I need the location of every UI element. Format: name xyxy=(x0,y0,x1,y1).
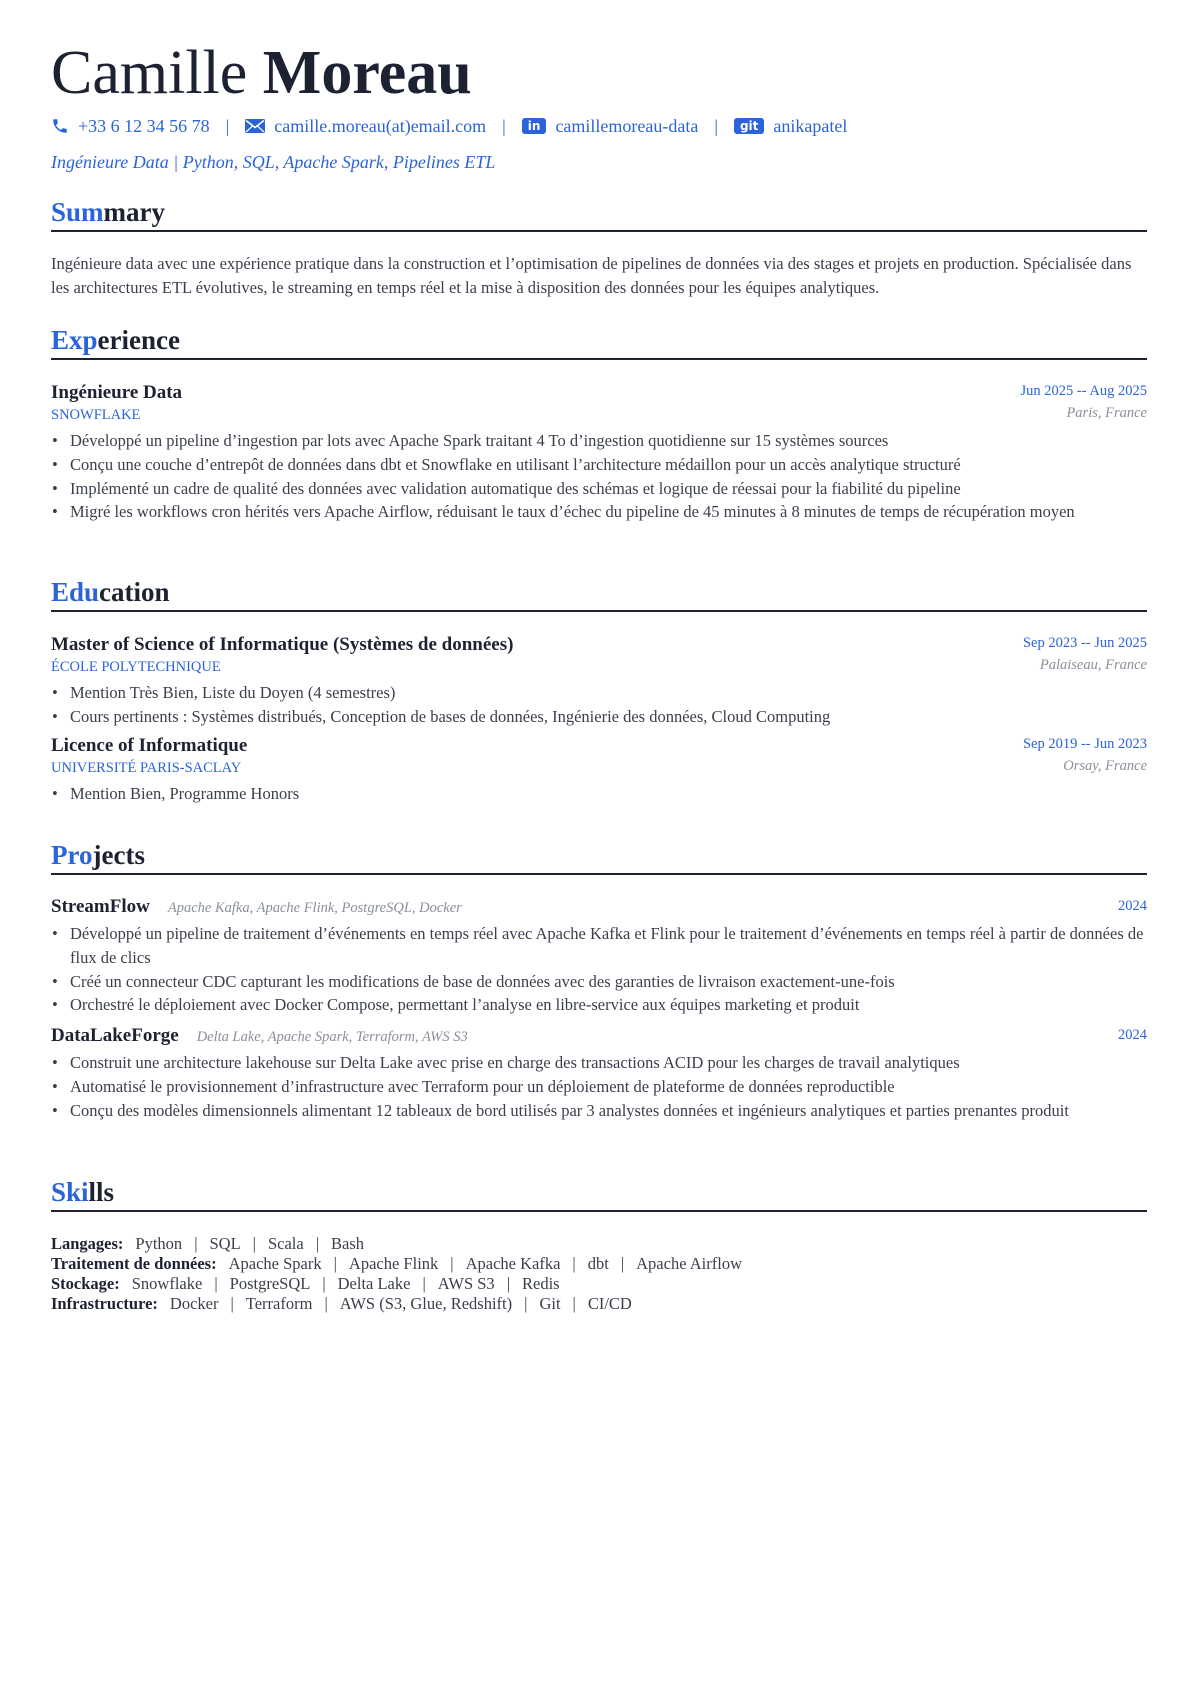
skill-item: AWS S3 xyxy=(437,1274,495,1293)
contact-bar xyxy=(51,114,847,138)
degree-title: Master of Science of Informatique (Systèmes de données) xyxy=(51,634,514,655)
education-entry xyxy=(51,633,1147,729)
bullet-item: • Mention Bien, Programme Honors xyxy=(51,782,1147,806)
contact-separator: | xyxy=(714,115,718,136)
bullet-item: • Cours pertinents : Systèmes distribués, Conception de bases de données, Ingénierie des données, Cloud Computing xyxy=(51,705,1147,729)
first-name: Camille xyxy=(51,39,248,107)
projects-section xyxy=(51,839,1147,1123)
project-header xyxy=(51,1025,1147,1047)
last-name: Moreau xyxy=(262,39,472,107)
section-heading: Skills xyxy=(51,1176,1147,1212)
location: Paris, France xyxy=(1066,405,1147,421)
bullet-item: • Orchestré le déploiement avec Docker Compose, permettant l’analyse en libre-service aux équipes marketing et produit xyxy=(51,993,1147,1017)
contact-separator: | xyxy=(225,115,230,136)
project-name: DataLakeForge xyxy=(51,1025,179,1047)
company-name: SNOWFLAKE xyxy=(51,407,141,423)
skill-category: Langages: xyxy=(51,1234,124,1253)
phone-link[interactable] xyxy=(51,116,210,137)
bullet-item: • Conçu des modèles dimensionnels alimentant 12 tableaux de bord utilisés par 3 analystes données et ingénieurs analytiques et parties prenantes produit xyxy=(51,1099,1147,1123)
skill-separator: | xyxy=(252,1234,256,1253)
phone-icon xyxy=(51,117,69,135)
tagline: Ingénieure Data | Python, SQL, Apache Spark, Pipelines ETL xyxy=(51,152,496,172)
section-heading: Projects xyxy=(51,839,1147,875)
skill-item: Git xyxy=(539,1294,561,1313)
bullet-item: • Mention Très Bien, Liste du Doyen (4 semestres) xyxy=(51,681,1147,705)
skill-separator: | xyxy=(524,1294,528,1313)
skill-item: Docker xyxy=(169,1294,219,1313)
date-range: Jun 2025 -- Aug 2025 xyxy=(1020,383,1147,399)
skill-item: Apache Spark xyxy=(228,1254,322,1273)
bullet-list xyxy=(51,922,1147,1017)
bullet-list xyxy=(51,429,1147,524)
skill-separator: | xyxy=(572,1254,576,1273)
skill-separator: | xyxy=(214,1274,218,1293)
bullet-list xyxy=(51,782,1147,806)
skill-separator: | xyxy=(450,1254,454,1273)
skill-separator: | xyxy=(322,1274,326,1293)
linkedin-link[interactable] xyxy=(522,116,699,137)
bullet-item: • Développé un pipeline de traitement d’événements en temps réel avec Apache Kafka et Flink pour le traitement d’événements en temps réel à partir de données de flux de clics xyxy=(51,922,1147,970)
summary-text: Ingénieure data avec une expérience pratique dans la construction et l’optimisation de pipelines de données via des stages et projets en production. Spécialisée dans les architectures ETL évolutives, le streaming en temps réel et la mise à disposition des données pour les équipes analytiques. xyxy=(51,254,1132,297)
experience-entry xyxy=(51,381,1147,524)
project-year: 2024 xyxy=(1118,898,1147,914)
skill-separator: | xyxy=(194,1234,198,1253)
skill-category: Stockage: xyxy=(51,1274,120,1293)
skill-item: Apache Kafka xyxy=(465,1254,561,1273)
skill-item: Scala xyxy=(267,1234,304,1253)
date-range: Sep 2019 -- Jun 2023 xyxy=(1022,735,1147,752)
skill-item: dbt xyxy=(587,1254,609,1273)
bullet-item: • Automatisé le provisionnement d’infrastructure avec Terraform pour un déploiement de plateforme de données reproductible xyxy=(51,1075,1147,1099)
job-title: Ingénieure Data xyxy=(51,382,183,403)
school-name: UNIVERSITÉ PARIS-SACLAY xyxy=(51,759,242,776)
envelope-icon xyxy=(245,118,265,134)
skill-separator: | xyxy=(422,1274,426,1293)
skill-item: AWS (S3, Glue, Redshift) xyxy=(339,1294,513,1313)
skill-row xyxy=(51,1294,1147,1314)
project-tech: Apache Kafka, Apache Flink, PostgreSQL, Docker xyxy=(167,900,462,916)
skill-item: Terraform xyxy=(245,1294,313,1313)
bullet-list xyxy=(51,1051,1147,1122)
skill-separator: | xyxy=(506,1274,510,1293)
bullet-item: • Implémenté un cadre de qualité des données avec validation automatique des schémas et logique de réessai pour la fiabilité du pipeline xyxy=(51,477,1147,501)
bullet-item: • Créé un connecteur CDC capturant les modifications de base de données avec des garanties de livraison exactement-une-fois xyxy=(51,970,1147,994)
skill-row xyxy=(51,1274,1147,1294)
project-header xyxy=(51,896,1147,918)
degree-title: Licence of Informatique xyxy=(51,734,248,756)
skill-category: Traitement de données: xyxy=(51,1254,217,1273)
skill-separator: | xyxy=(620,1254,625,1273)
project-entry xyxy=(51,896,1147,1017)
skills-list xyxy=(51,1234,1147,1314)
git-icon: git xyxy=(734,118,764,134)
education-section xyxy=(51,576,1147,805)
skill-separator: | xyxy=(324,1294,328,1313)
bullet-item: • Conçu une couche d’entrepôt de données dans dbt et Snowflake en utilisant l’architecture médaillon pour un accès analytique structuré xyxy=(51,453,1147,477)
github-text: anikapatel xyxy=(773,115,848,136)
bullet-item: • Développé un pipeline d’ingestion par lots avec Apache Spark traitant 4 To d’ingestion quotidienne sur 15 systèmes sources xyxy=(51,429,1147,453)
skill-item: PostgreSQL xyxy=(229,1274,311,1293)
section-heading: Experience xyxy=(51,324,1147,360)
bullet-item: • Migré les workflows cron hérités vers Apache Airflow, réduisant le taux d’échec du pipeline de 45 minutes à 8 minutes de temps de récupération moyen xyxy=(51,500,1147,524)
skill-item: Bash xyxy=(331,1234,365,1253)
skill-separator: | xyxy=(230,1294,234,1313)
phone-text: +33 6 12 34 56 78 xyxy=(78,115,210,136)
project-year: 2024 xyxy=(1118,1027,1147,1044)
skill-item: Python xyxy=(135,1234,183,1253)
section-heading: Education xyxy=(51,576,1147,612)
date-range: Sep 2023 -- Jun 2025 xyxy=(1022,635,1147,651)
skill-item: SQL xyxy=(209,1234,241,1253)
skill-item: Snowflake xyxy=(131,1274,203,1293)
github-link[interactable] xyxy=(734,116,847,137)
project-entry xyxy=(51,1025,1147,1122)
location: Palaiseau, France xyxy=(1039,657,1147,673)
contact-separator: | xyxy=(502,115,506,136)
skill-separator: | xyxy=(333,1254,337,1273)
email-text: camille.moreau(at)email.com xyxy=(274,115,487,136)
skill-category: Infrastructure: xyxy=(51,1294,158,1313)
skill-item: Delta Lake xyxy=(337,1274,411,1293)
skill-row xyxy=(51,1254,1147,1274)
skills-section xyxy=(51,1176,1147,1314)
skill-separator: | xyxy=(572,1294,576,1313)
education-entry xyxy=(51,734,1147,806)
skill-item: Redis xyxy=(522,1274,560,1293)
candidate-name xyxy=(51,38,472,108)
bullet-list xyxy=(51,681,1147,729)
experience-section xyxy=(51,324,1147,524)
project-name: StreamFlow xyxy=(51,896,150,917)
linkedin-icon: in xyxy=(522,118,547,134)
bullet-item: • Construit une architecture lakehouse sur Delta Lake avec prise en charge des transactions ACID pour les charges de travail analytiques xyxy=(51,1051,1147,1075)
skill-separator: | xyxy=(315,1234,320,1253)
skill-item: Apache Flink xyxy=(348,1254,439,1273)
project-tech: Delta Lake, Apache Spark, Terraform, AWS S3 xyxy=(196,1029,468,1046)
skill-row xyxy=(51,1234,1147,1254)
location: Orsay, France xyxy=(1063,757,1147,774)
linkedin-text: camillemoreau-data xyxy=(555,115,699,136)
skill-item: Apache Airflow xyxy=(636,1254,742,1273)
email-link[interactable] xyxy=(245,116,486,137)
summary-section xyxy=(51,196,1147,300)
school-name: ÉCOLE POLYTECHNIQUE xyxy=(51,659,221,675)
section-heading: Summary xyxy=(51,196,1147,232)
skill-item: CI/CD xyxy=(587,1294,632,1313)
